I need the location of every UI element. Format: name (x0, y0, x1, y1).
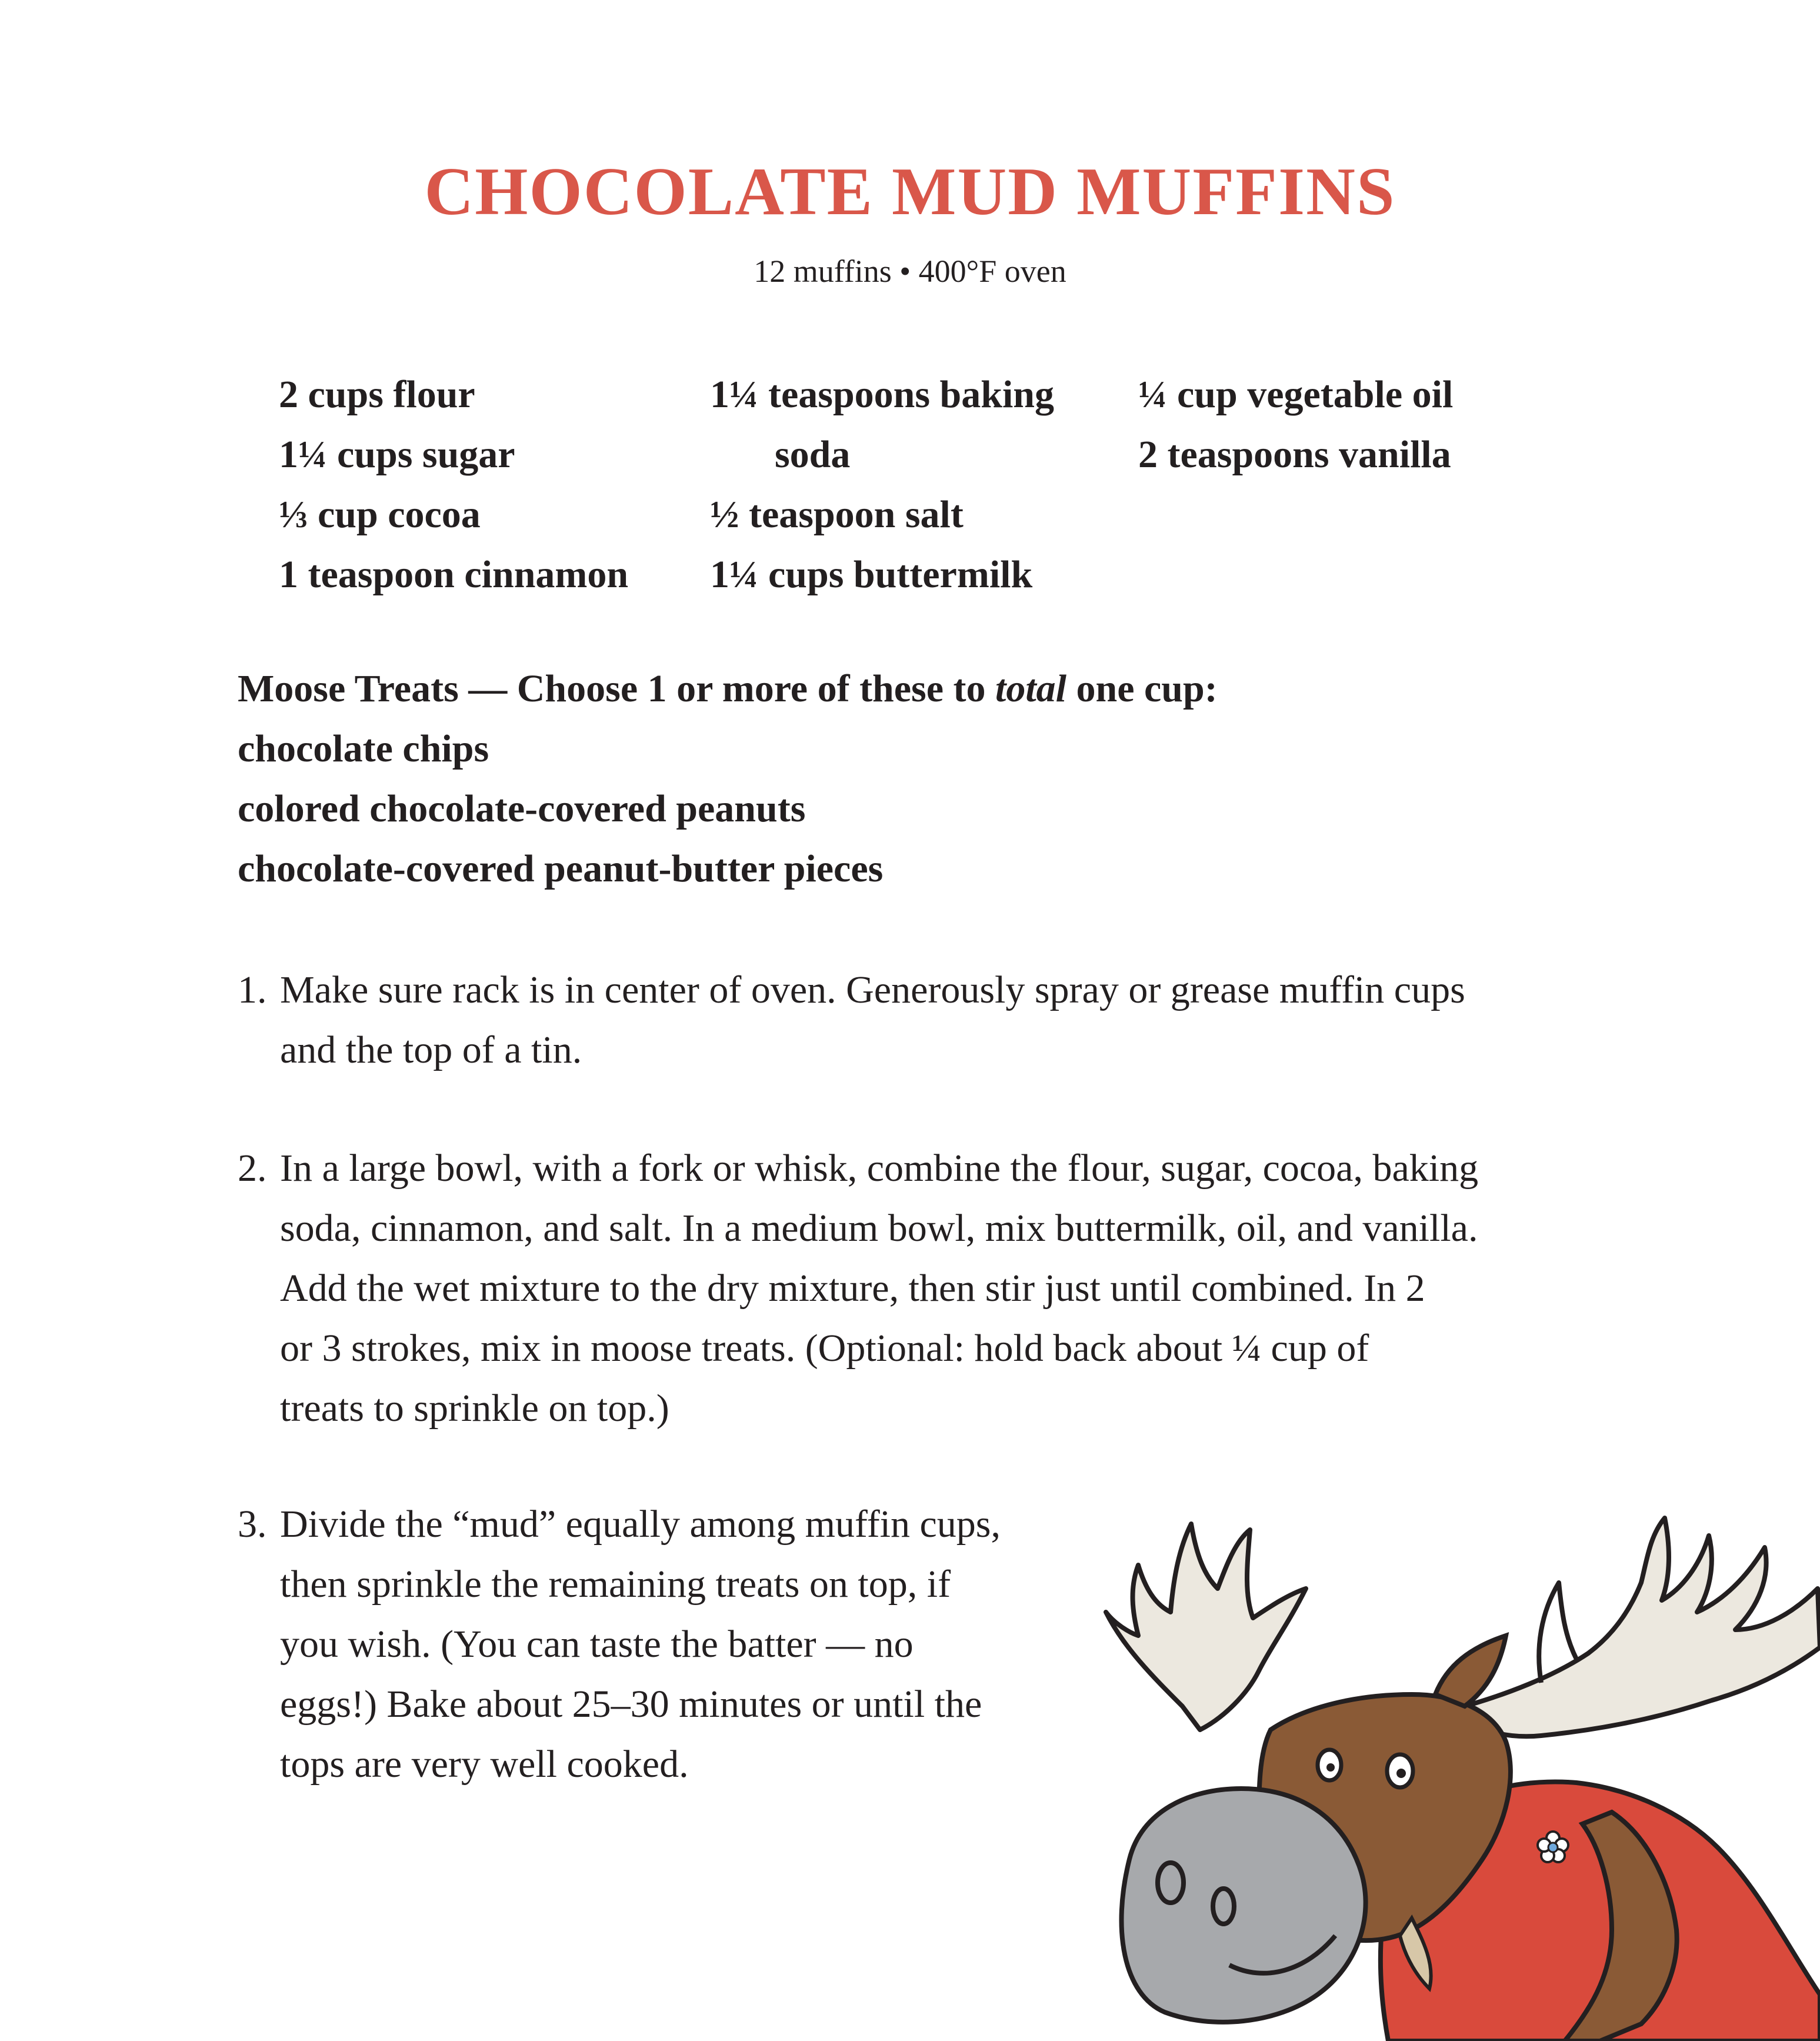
ingredient: ¼ cup vegetable oil (1138, 373, 1454, 416)
step-number: 1. (238, 968, 267, 1011)
step-number: 3. (238, 1503, 267, 1546)
treats-heading-emphasis: total (995, 667, 1067, 710)
ingredient: 1 teaspoon cinnamon (279, 553, 629, 596)
instruction-step-3 (238, 1494, 1108, 1794)
ingredient: ⅓ cup cocoa (279, 493, 481, 536)
ingredient: 2 teaspoons vanilla (1138, 433, 1451, 476)
instruction-step-1 (238, 960, 1614, 1080)
step-line: and the top of a tin. (280, 1028, 582, 1071)
right-antler (1465, 1518, 1820, 1736)
step-line: soda, cinnamon, and salt. In a medium bowl, mix buttermilk, oil, and vanilla. (280, 1207, 1478, 1250)
moose-treats-heading (238, 659, 1218, 719)
step-line: or 3 strokes, mix in moose treats. (Optional: hold back about ¼ cup of (280, 1327, 1369, 1370)
ingredient: 1¼ cups sugar (279, 433, 515, 476)
step-line: tops are very well cooked. (280, 1743, 689, 1786)
step-line: treats to sprinkle on top.) (280, 1387, 669, 1430)
ingredient: ½ teaspoon salt (710, 493, 964, 536)
recipe-yield-oven: 12 muffins • 400°F oven (754, 254, 1066, 289)
left-antler (1106, 1524, 1306, 1730)
ingredients-column-2 (710, 365, 1054, 605)
treats-heading-text-end: one cup: (1066, 667, 1218, 710)
step-line: eggs!) Bake about 25–30 minutes or until the (280, 1683, 982, 1726)
ingredient: 1¼ teaspoons baking (710, 373, 1055, 416)
step-line: Divide the “mud” equally among muffin cups, (280, 1503, 1001, 1546)
ingredient: 1¼ cups buttermilk (710, 553, 1033, 596)
instruction-step-2 (238, 1138, 1614, 1439)
step-line: In a large bowl, with a fork or whisk, combine the flour, sugar, cocoa, baking (280, 1147, 1479, 1190)
ingredients-column-3 (1138, 365, 1453, 485)
treat-option: chocolate-covered peanut-butter pieces (238, 847, 884, 890)
ingredient: 2 cups flour (279, 373, 475, 416)
step-line: then sprinkle the remaining treats on top, if (280, 1563, 951, 1606)
moose-illustration (1082, 1400, 1820, 2041)
treat-option: colored chocolate-covered peanuts (238, 787, 806, 830)
step-line: you wish. (You can taste the batter — no (280, 1623, 914, 1666)
ingredient-continuation: soda (775, 433, 851, 476)
step-line: Add the wet mixture to the dry mixture, then stir just until combined. In 2 (280, 1267, 1425, 1310)
recipe-title: CHOCOLATE MUD MUFFINS (424, 154, 1396, 229)
step-line: Make sure rack is in center of oven. Generously spray or grease muffin cups (280, 968, 1465, 1011)
treats-heading-text: Moose Treats — Choose 1 or more of these to (238, 667, 995, 710)
moose-snout (1122, 1789, 1366, 2022)
treat-option: chocolate chips (238, 727, 489, 770)
moose-treats-section (238, 659, 1218, 899)
step-number: 2. (238, 1147, 267, 1190)
ingredients-column-1 (279, 365, 628, 605)
